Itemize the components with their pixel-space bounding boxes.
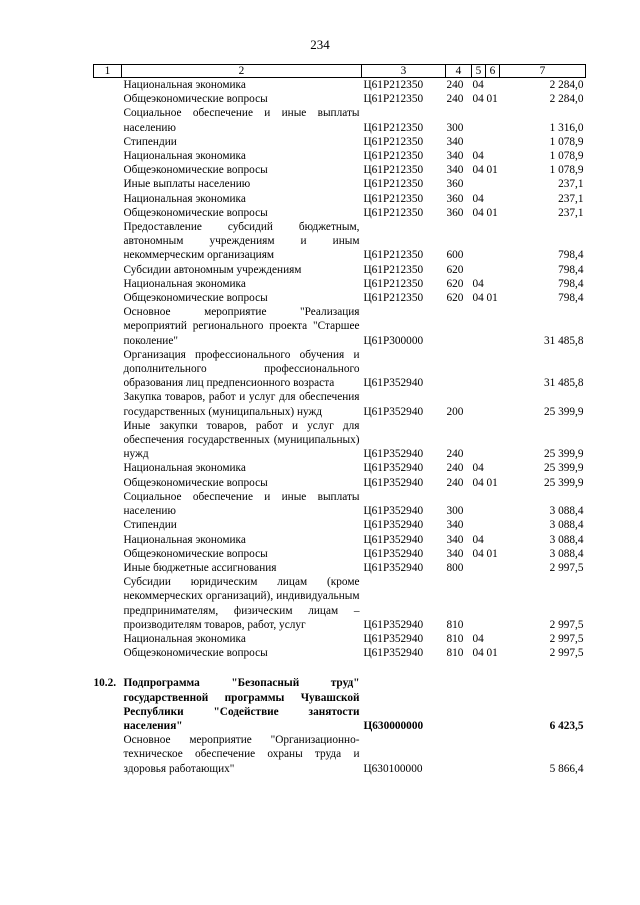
row-name: Национальная экономика [123, 192, 246, 205]
row-subsection: 01 [486, 93, 498, 106]
row-subsection [486, 632, 500, 646]
row-section: 04 [472, 277, 484, 290]
row-number [94, 646, 122, 660]
row-target-code: Ц61Р212350 [363, 93, 424, 106]
row-name: Подпрограмма "Безопасный труд" государственной программы Чувашской Республики "Содействие занятости населения" [123, 677, 360, 732]
row-section [472, 676, 486, 733]
row-name: Стипендии [123, 519, 177, 532]
column-header: 2 [122, 65, 362, 78]
row-subsection [486, 419, 500, 462]
row-number [94, 490, 122, 518]
row-section [472, 575, 486, 632]
row-name: Субсидии автономным учреждениям [123, 263, 302, 276]
row-amount: 3 088,4 [549, 505, 584, 518]
row-target-code: Ц61Р352940 [363, 533, 424, 546]
row-name: Национальная экономика [123, 277, 246, 290]
row-number [94, 106, 122, 134]
row-number [94, 561, 122, 575]
row-section: 04 [472, 292, 484, 305]
row-target-code: Ц61Р212350 [363, 79, 424, 91]
row-number [94, 632, 122, 646]
row-expense-type [446, 305, 472, 348]
row-subsection [486, 305, 500, 348]
column-header: 6 [486, 65, 500, 78]
row-subsection [486, 177, 500, 191]
row-amount: 25 399,9 [543, 462, 584, 475]
row-amount: 2 997,5 [549, 618, 584, 631]
row-target-code: Ц61Р352940 [363, 561, 424, 574]
table-row [94, 419, 586, 462]
row-amount: 1 078,9 [549, 150, 584, 163]
row-number [94, 461, 122, 475]
table-row [94, 163, 586, 177]
row-expense-type: 300 [446, 505, 464, 518]
table-row [94, 206, 586, 220]
row-subsection [486, 518, 500, 532]
row-amount: 2 997,5 [549, 561, 584, 574]
table-row [94, 78, 586, 93]
column-header: 5 [472, 65, 486, 78]
row-target-code: Ц61Р212350 [363, 135, 424, 148]
table-row [94, 305, 586, 348]
row-target-code: Ц61Р352940 [363, 505, 424, 518]
row-number [94, 348, 122, 391]
row-amount: 798,4 [558, 277, 584, 290]
row-expense-type: 340 [446, 164, 464, 177]
row-section: 04 [472, 206, 484, 219]
table-row [94, 390, 586, 418]
row-expense-type: 240 [446, 462, 464, 475]
row-amount: 1 078,9 [549, 164, 584, 177]
row-amount: 798,4 [558, 249, 584, 262]
row-subsection: 01 [486, 292, 498, 305]
row-name: Общеэкономические вопросы [123, 547, 268, 560]
row-name: Национальная экономика [123, 462, 246, 475]
row-amount: 2 997,5 [549, 632, 584, 645]
row-name: Национальная экономика [123, 632, 246, 645]
table-row [94, 149, 586, 163]
row-subsection [486, 220, 500, 263]
row-subsection: 01 [486, 164, 498, 177]
table-row [94, 533, 586, 547]
row-amount: 2 284,0 [549, 93, 584, 106]
row-amount: 25 399,9 [543, 476, 584, 489]
row-subsection [486, 135, 500, 149]
row-subsection [486, 192, 500, 206]
budget-table [93, 64, 586, 776]
row-number [94, 206, 122, 220]
row-target-code: Ц61Р212350 [363, 263, 424, 276]
row-number [94, 263, 122, 277]
row-name: Иные закупки товаров, работ и услуг для обеспечения государственных (муниципальных) нужд [123, 419, 360, 461]
table-row [94, 192, 586, 206]
row-number [94, 135, 122, 149]
row-amount: 25 399,9 [543, 448, 584, 461]
row-amount: 31 485,8 [543, 334, 584, 347]
row-section: 04 [472, 164, 484, 177]
row-number [94, 547, 122, 561]
row-expense-type [446, 676, 472, 733]
row-expense-type: 340 [446, 150, 464, 163]
row-section [472, 177, 486, 191]
row-amount: 1 316,0 [549, 121, 584, 134]
row-target-code: Ц61Р352940 [363, 462, 424, 475]
row-amount: 3 088,4 [549, 533, 584, 546]
row-subsection: 01 [486, 476, 498, 489]
row-subsection [486, 263, 500, 277]
row-expense-type: 340 [446, 135, 464, 148]
row-number [94, 291, 122, 305]
row-section: 04 [472, 547, 484, 560]
row-expense-type: 810 [446, 618, 464, 631]
row-target-code: Ц61Р212350 [363, 121, 424, 134]
table-row [94, 220, 586, 263]
row-name: Иные бюджетные ассигнования [123, 561, 277, 574]
row-target-code: Ц61Р300000 [363, 334, 424, 347]
page-number: 234 [310, 37, 330, 52]
row-amount: 31 485,8 [543, 377, 584, 390]
row-name: Стипендии [123, 135, 177, 148]
table-body [94, 78, 586, 776]
row-section [472, 348, 486, 391]
row-name: Общеэкономические вопросы [123, 164, 268, 177]
row-expense-type: 600 [446, 249, 464, 262]
row-amount: 25 399,9 [543, 405, 584, 418]
row-amount: 798,4 [558, 292, 584, 305]
row-name: Закупка товаров, работ и услуг для обеспечения государственных (муниципальных) нужд [123, 391, 360, 418]
row-number [94, 177, 122, 191]
row-expense-type: 800 [446, 561, 464, 574]
row-expense-type: 240 [446, 476, 464, 489]
row-subsection [486, 461, 500, 475]
row-number [94, 192, 122, 206]
column-header: 3 [362, 65, 446, 78]
table-row [94, 92, 586, 106]
table-row [94, 646, 586, 660]
row-amount: 3 088,4 [549, 547, 584, 560]
row-name: Общеэкономические вопросы [123, 647, 268, 660]
row-amount: 237,1 [558, 192, 584, 205]
row-number [94, 92, 122, 106]
row-name: Национальная экономика [123, 150, 246, 163]
row-name: Социальное обеспечение и иные выплаты населению [123, 490, 360, 518]
row-number [94, 305, 122, 348]
row-name: Иные выплаты населению [123, 178, 251, 191]
row-target-code: Ц61Р352940 [363, 632, 424, 645]
row-target-code: Ц61Р352940 [363, 519, 424, 532]
row-amount: 6 423,5 [549, 719, 584, 732]
row-number [94, 163, 122, 177]
row-name: Организация профессионального обучения и дополнительного профессионального образования лиц предпенсионного возраста [123, 348, 360, 390]
row-target-code: Ц61Р352940 [363, 448, 424, 461]
row-expense-type: 300 [446, 121, 464, 134]
table-row [94, 263, 586, 277]
row-expense-type: 620 [446, 263, 464, 276]
row-subsection [486, 733, 500, 776]
table-row [94, 461, 586, 475]
row-section: 04 [472, 462, 484, 475]
row-target-code: Ц630100000 [363, 762, 423, 775]
table-row [94, 632, 586, 646]
row-subsection [486, 575, 500, 632]
row-name: Основное мероприятие "Реализация мероприятий регионального проекта "Старшее поколение" [123, 306, 360, 347]
row-name: Общеэкономические вопросы [123, 93, 268, 106]
table-spacer-row [94, 660, 586, 676]
row-expense-type: 340 [446, 519, 464, 532]
row-number [94, 476, 122, 490]
row-amount: 798,4 [558, 263, 584, 276]
row-section [472, 220, 486, 263]
table-row [94, 348, 586, 391]
row-target-code: Ц61Р352940 [363, 547, 424, 560]
row-target-code: Ц630000000 [363, 719, 424, 732]
row-section [472, 733, 486, 776]
table-row [94, 106, 586, 134]
row-expense-type: 340 [446, 547, 464, 560]
row-section [472, 518, 486, 532]
row-target-code: Ц61Р352940 [363, 476, 424, 489]
row-number [94, 149, 122, 163]
column-header: 1 [94, 65, 122, 78]
row-section: 04 [472, 79, 484, 91]
row-number [94, 575, 122, 632]
row-number [94, 78, 122, 93]
row-section [472, 390, 486, 418]
row-subsection [486, 78, 500, 93]
row-name: Предоставление субсидий бюджетным, автономным учреждениям и иным некоммерческим организациям [123, 221, 360, 262]
row-expense-type: 620 [446, 277, 464, 290]
table-row [94, 518, 586, 532]
row-amount: 237,1 [558, 178, 584, 191]
table-row [94, 135, 586, 149]
row-number [94, 533, 122, 547]
table-row [94, 177, 586, 191]
row-number [94, 390, 122, 418]
row-name: Социальное обеспечение и иные выплаты населению [123, 107, 360, 134]
row-target-code: Ц61Р352940 [363, 405, 424, 418]
row-expense-type: 340 [446, 533, 464, 546]
row-subsection [486, 348, 500, 391]
row-name: Общеэкономические вопросы [123, 476, 268, 489]
row-section: 04 [472, 533, 484, 546]
row-section [472, 490, 486, 518]
row-expense-type [446, 733, 472, 776]
row-target-code: Ц61Р212350 [363, 277, 424, 290]
row-expense-type: 240 [446, 79, 464, 91]
row-number: 10.2. [93, 677, 117, 690]
row-subsection: 01 [486, 206, 498, 219]
row-target-code: Ц61Р352940 [363, 647, 424, 660]
row-target-code: Ц61Р212350 [363, 178, 424, 191]
table-row [94, 476, 586, 490]
row-expense-type [446, 348, 472, 391]
row-expense-type: 810 [446, 647, 464, 660]
row-subsection: 01 [486, 647, 498, 660]
row-number [94, 518, 122, 532]
table-header-row [94, 65, 586, 78]
table-row [94, 291, 586, 305]
row-expense-type: 360 [446, 206, 464, 219]
row-target-code: Ц61Р212350 [363, 192, 424, 205]
row-expense-type: 200 [446, 405, 464, 418]
row-subsection [486, 277, 500, 291]
row-section: 04 [472, 647, 484, 660]
row-target-code: Ц61Р352940 [363, 618, 424, 631]
row-name: Национальная экономика [123, 533, 246, 546]
row-number [94, 220, 122, 263]
row-subsection [486, 533, 500, 547]
row-target-code: Ц61Р212350 [363, 249, 424, 262]
row-amount: 2 997,5 [549, 647, 584, 660]
row-section [472, 106, 486, 134]
row-amount: 2 284,0 [549, 79, 584, 91]
row-expense-type: 240 [446, 93, 464, 106]
row-section: 04 [472, 476, 484, 489]
row-section [472, 419, 486, 462]
table-row [94, 676, 586, 733]
row-name: Общеэкономические вопросы [123, 206, 268, 219]
table-row [94, 575, 586, 632]
row-name: Национальная экономика [123, 79, 246, 91]
row-number [94, 419, 122, 462]
table-row [94, 733, 586, 776]
spacer-cell [94, 660, 586, 676]
table-row [94, 561, 586, 575]
row-subsection [486, 149, 500, 163]
row-name: Общеэкономические вопросы [123, 292, 268, 305]
row-section [472, 263, 486, 277]
row-amount: 3 088,4 [549, 519, 584, 532]
row-expense-type: 810 [446, 632, 464, 645]
row-section [472, 135, 486, 149]
row-amount: 237,1 [558, 206, 584, 219]
row-name: Основное мероприятие "Организационно-техническое обеспечение охраны труда и здоровья работающих" [123, 734, 360, 775]
row-section: 04 [472, 192, 484, 205]
row-expense-type: 620 [446, 292, 464, 305]
row-section: 04 [472, 632, 484, 645]
table-row [94, 547, 586, 561]
row-section: 04 [472, 150, 484, 163]
row-subsection [486, 490, 500, 518]
row-target-code: Ц61Р212350 [363, 164, 424, 177]
row-expense-type: 240 [446, 448, 464, 461]
row-subsection [486, 676, 500, 733]
row-subsection [486, 561, 500, 575]
row-target-code: Ц61Р212350 [363, 150, 424, 163]
row-subsection: 01 [486, 547, 498, 560]
row-number [94, 733, 122, 776]
row-expense-type: 360 [446, 192, 464, 205]
row-section: 04 [472, 93, 484, 106]
row-subsection [486, 106, 500, 134]
table-row [94, 490, 586, 518]
row-target-code: Ц61Р212350 [363, 292, 424, 305]
row-amount: 1 078,9 [549, 135, 584, 148]
row-number [94, 277, 122, 291]
row-target-code: Ц61Р352940 [363, 377, 424, 390]
row-subsection [486, 390, 500, 418]
column-header: 7 [500, 65, 586, 78]
row-target-code: Ц61Р212350 [363, 206, 424, 219]
row-section [472, 561, 486, 575]
table-row [94, 277, 586, 291]
row-name: Субсидии юридическим лицам (кроме некоммерческих организаций), индивидуальным предпринимателям, физическим лицам – производителям товаров, работ, услуг [123, 576, 360, 631]
column-header: 4 [446, 65, 472, 78]
row-section [472, 305, 486, 348]
row-amount: 5 866,4 [549, 762, 584, 775]
row-expense-type: 360 [446, 178, 464, 191]
